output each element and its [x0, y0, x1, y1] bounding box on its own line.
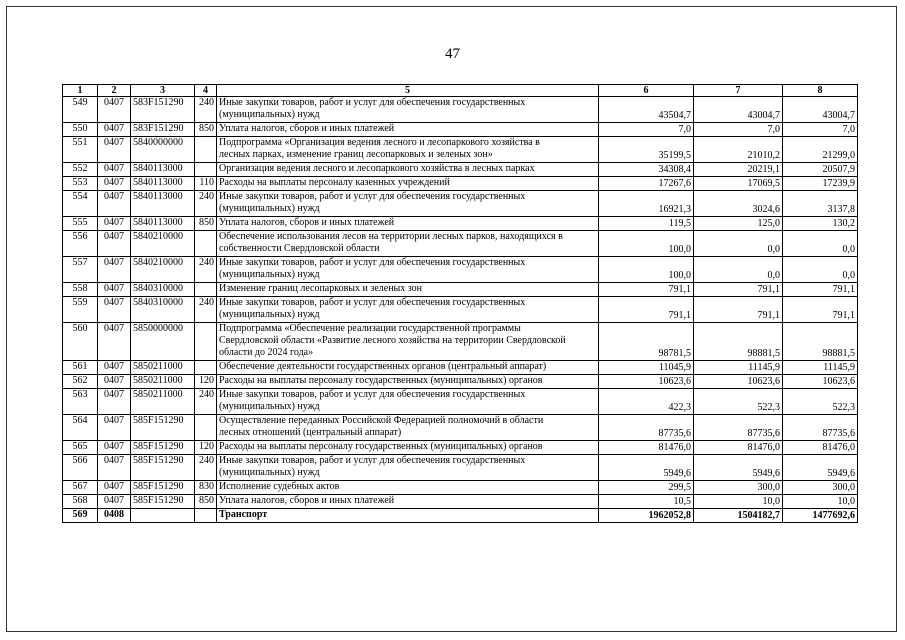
target-article-cell: 5850211000: [131, 389, 195, 415]
expense-type-cell: 850: [195, 217, 217, 231]
section-code-cell: 0407: [98, 361, 131, 375]
row-number-cell: 564: [63, 415, 98, 441]
target-article-cell: 5840310000: [131, 297, 195, 323]
item-name-line: Иные закупки товаров, работ и услуг для обеспечения государственных: [219, 97, 526, 108]
section-code-cell: 0407: [98, 297, 131, 323]
amount-col8-cell: 10,0: [783, 495, 858, 509]
target-article-cell: 583F151290: [131, 97, 195, 123]
item-name-cell: [217, 177, 599, 191]
item-name-line: Расходы на выплаты персоналу казенных учреждений: [219, 177, 450, 188]
target-article-cell: 5840210000: [131, 231, 195, 257]
item-name-cell: [217, 389, 599, 415]
item-name-line: Обеспечение деятельности государственных органов (центральный аппарат): [219, 361, 547, 372]
item-name-line: (муниципальных) нужд: [219, 401, 320, 412]
row-number-cell: 561: [63, 361, 98, 375]
row-number-cell: 566: [63, 455, 98, 481]
table-header-row: [63, 85, 858, 97]
amount-col7-cell: 7,0: [694, 123, 783, 137]
item-name-line: (муниципальных) нужд: [219, 467, 320, 478]
amount-col8-cell: 98881,5: [783, 323, 858, 361]
amount-col6-cell: 791,1: [599, 297, 694, 323]
item-name-line: Расходы на выплаты персоналу государственных (муниципальных) органов: [219, 441, 543, 452]
amount-col8-cell: 0,0: [783, 257, 858, 283]
amount-col8-cell: 43004,7: [783, 97, 858, 123]
amount-col6-cell: 81476,0: [599, 441, 694, 455]
table-row: [63, 509, 858, 523]
column-header: 8: [783, 85, 858, 97]
item-name-cell: [217, 481, 599, 495]
amount-col8-cell: 791,1: [783, 283, 858, 297]
item-name-line: Свердловской области «Развитие лесного хозяйства на территории Свердловской: [219, 335, 566, 346]
table-row: [63, 481, 858, 495]
expense-type-cell: [195, 137, 217, 163]
column-header: 6: [599, 85, 694, 97]
expense-type-cell: 850: [195, 123, 217, 137]
expense-type-cell: 240: [195, 191, 217, 217]
item-name-cell: [217, 509, 599, 523]
item-name-cell: [217, 455, 599, 481]
item-name-cell: [217, 97, 599, 123]
amount-col7-cell: 11145,9: [694, 361, 783, 375]
section-code-cell: 0407: [98, 375, 131, 389]
column-header: 3: [131, 85, 195, 97]
section-code-cell: 0407: [98, 123, 131, 137]
row-number-cell: 565: [63, 441, 98, 455]
expense-type-cell: [195, 509, 217, 523]
section-code-cell: 0407: [98, 455, 131, 481]
expense-type-cell: 240: [195, 257, 217, 283]
item-name-line: Подпрограмма «Обеспечение реализации государственной программы: [219, 323, 521, 334]
amount-col6-cell: 100,0: [599, 257, 694, 283]
amount-col6-cell: 1962052,8: [599, 509, 694, 523]
amount-col6-cell: 119,5: [599, 217, 694, 231]
amount-col8-cell: 21299,0: [783, 137, 858, 163]
target-article-cell: [131, 509, 195, 523]
table-row: [63, 257, 858, 283]
column-header: 7: [694, 85, 783, 97]
amount-col8-cell: 20507,9: [783, 163, 858, 177]
expense-type-cell: [195, 163, 217, 177]
budget-table: [62, 84, 858, 523]
item-name-cell: [217, 415, 599, 441]
amount-col7-cell: 791,1: [694, 283, 783, 297]
expense-type-cell: 120: [195, 375, 217, 389]
amount-col6-cell: 10623,6: [599, 375, 694, 389]
amount-col7-cell: 522,3: [694, 389, 783, 415]
table-row: [63, 441, 858, 455]
item-name-line: Расходы на выплаты персоналу государственных (муниципальных) органов: [219, 375, 543, 386]
expense-type-cell: [195, 323, 217, 361]
amount-col8-cell: 87735,6: [783, 415, 858, 441]
section-code-cell: 0407: [98, 495, 131, 509]
item-name-line: Транспорт: [219, 509, 268, 520]
target-article-cell: 5850000000: [131, 323, 195, 361]
column-header: 4: [195, 85, 217, 97]
row-number-cell: 552: [63, 163, 98, 177]
section-code-cell: 0407: [98, 481, 131, 495]
item-name-line: Уплата налогов, сборов и иных платежей: [219, 217, 395, 228]
table-body: [63, 97, 858, 523]
target-article-cell: 583F151290: [131, 123, 195, 137]
amount-col7-cell: 17069,5: [694, 177, 783, 191]
amount-col7-cell: 98881,5: [694, 323, 783, 361]
column-header: 5: [217, 85, 599, 97]
row-number-cell: 553: [63, 177, 98, 191]
amount-col6-cell: 422,3: [599, 389, 694, 415]
amount-col7-cell: 125,0: [694, 217, 783, 231]
item-name-line: Осуществление переданных Российской Федерацией полномочий в области: [219, 415, 544, 426]
item-name-cell: [217, 137, 599, 163]
amount-col8-cell: 300,0: [783, 481, 858, 495]
item-name-line: собственности Свердловской области: [219, 243, 380, 254]
amount-col6-cell: 11045,9: [599, 361, 694, 375]
amount-col7-cell: 300,0: [694, 481, 783, 495]
target-article-cell: 5840113000: [131, 217, 195, 231]
expense-type-cell: 240: [195, 297, 217, 323]
table-row: [63, 191, 858, 217]
amount-col8-cell: 17239,9: [783, 177, 858, 191]
row-number-cell: 551: [63, 137, 98, 163]
table-row: [63, 163, 858, 177]
item-name-line: Иные закупки товаров, работ и услуг для обеспечения государственных: [219, 389, 526, 400]
section-code-cell: 0407: [98, 137, 131, 163]
expense-type-cell: [195, 415, 217, 441]
item-name-line: Обеспечение использования лесов на территории лесных парков, находящихся в: [219, 231, 563, 242]
item-name-cell: [217, 231, 599, 257]
item-name-line: (муниципальных) нужд: [219, 203, 320, 214]
item-name-line: Исполнение судебных актов: [219, 481, 340, 492]
amount-col7-cell: 20219,1: [694, 163, 783, 177]
amount-col8-cell: 10623,6: [783, 375, 858, 389]
section-code-cell: 0407: [98, 177, 131, 191]
expense-type-cell: 830: [195, 481, 217, 495]
amount-col7-cell: 791,1: [694, 297, 783, 323]
target-article-cell: 5840113000: [131, 177, 195, 191]
table-row: [63, 375, 858, 389]
expense-type-cell: 240: [195, 455, 217, 481]
item-name-cell: [217, 123, 599, 137]
section-code-cell: 0407: [98, 231, 131, 257]
section-code-cell: 0407: [98, 97, 131, 123]
column-header: 1: [63, 85, 98, 97]
page-number: 47: [445, 46, 460, 62]
amount-col6-cell: 43504,7: [599, 97, 694, 123]
item-name-cell: [217, 283, 599, 297]
item-name-line: Подпрограмма «Организация ведения лесного и лесопаркового хозяйства в: [219, 137, 540, 148]
amount-col6-cell: 16921,3: [599, 191, 694, 217]
amount-col7-cell: 0,0: [694, 231, 783, 257]
amount-col6-cell: 791,1: [599, 283, 694, 297]
table-row: [63, 283, 858, 297]
target-article-cell: 585F151290: [131, 415, 195, 441]
item-name-cell: [217, 323, 599, 361]
amount-col8-cell: 0,0: [783, 231, 858, 257]
item-name-cell: [217, 163, 599, 177]
section-code-cell: 0407: [98, 217, 131, 231]
item-name-cell: [217, 297, 599, 323]
amount-col6-cell: 35199,5: [599, 137, 694, 163]
section-code-cell: 0407: [98, 283, 131, 297]
item-name-line: Иные закупки товаров, работ и услуг для обеспечения государственных: [219, 455, 526, 466]
section-code-cell: 0408: [98, 509, 131, 523]
row-number-cell: 555: [63, 217, 98, 231]
table-row: [63, 415, 858, 441]
amount-col7-cell: 10623,6: [694, 375, 783, 389]
target-article-cell: 5840113000: [131, 191, 195, 217]
amount-col7-cell: 21010,2: [694, 137, 783, 163]
item-name-line: Изменение границ лесопарковых и зеленых зон: [219, 283, 423, 294]
item-name-line: Иные закупки товаров, работ и услуг для обеспечения государственных: [219, 257, 526, 268]
amount-col6-cell: 100,0: [599, 231, 694, 257]
table-row: [63, 323, 858, 361]
item-name-line: (муниципальных) нужд: [219, 109, 320, 120]
item-name-line: Организация ведения лесного и лесопаркового хозяйства в лесных парках: [219, 163, 535, 174]
expense-type-cell: [195, 361, 217, 375]
table-row: [63, 217, 858, 231]
item-name-line: Уплата налогов, сборов и иных платежей: [219, 495, 395, 506]
amount-col6-cell: 87735,6: [599, 415, 694, 441]
row-number-cell: 554: [63, 191, 98, 217]
item-name-cell: [217, 441, 599, 455]
expense-type-cell: 110: [195, 177, 217, 191]
row-number-cell: 562: [63, 375, 98, 389]
amount-col8-cell: 7,0: [783, 123, 858, 137]
target-article-cell: 5840310000: [131, 283, 195, 297]
section-code-cell: 0407: [98, 415, 131, 441]
amount-col8-cell: 5949,6: [783, 455, 858, 481]
expense-type-cell: 120: [195, 441, 217, 455]
table-row: [63, 389, 858, 415]
section-code-cell: 0407: [98, 191, 131, 217]
item-name-cell: [217, 257, 599, 283]
section-code-cell: 0407: [98, 257, 131, 283]
item-name-line: лесных парках, изменение границ лесопарковых и зеленых зон»: [219, 149, 493, 160]
row-number-cell: 549: [63, 97, 98, 123]
table-row: [63, 137, 858, 163]
table-row: [63, 97, 858, 123]
expense-type-cell: 240: [195, 97, 217, 123]
amount-col8-cell: 522,3: [783, 389, 858, 415]
target-article-cell: 585F151290: [131, 455, 195, 481]
amount-col8-cell: 791,1: [783, 297, 858, 323]
table-row: [63, 455, 858, 481]
amount-col6-cell: 299,5: [599, 481, 694, 495]
section-code-cell: 0407: [98, 441, 131, 455]
row-number-cell: 569: [63, 509, 98, 523]
target-article-cell: 5840210000: [131, 257, 195, 283]
amount-col6-cell: 34308,4: [599, 163, 694, 177]
amount-col7-cell: 87735,6: [694, 415, 783, 441]
item-name-cell: [217, 191, 599, 217]
column-header: 2: [98, 85, 131, 97]
row-number-cell: 563: [63, 389, 98, 415]
amount-col6-cell: 7,0: [599, 123, 694, 137]
row-number-cell: 557: [63, 257, 98, 283]
item-name-line: Иные закупки товаров, работ и услуг для обеспечения государственных: [219, 297, 526, 308]
amount-col8-cell: 130,2: [783, 217, 858, 231]
amount-col8-cell: 3137,8: [783, 191, 858, 217]
item-name-line: Уплата налогов, сборов и иных платежей: [219, 123, 395, 134]
item-name-cell: [217, 375, 599, 389]
target-article-cell: 5840113000: [131, 163, 195, 177]
amount-col6-cell: 17267,6: [599, 177, 694, 191]
amount-col7-cell: 43004,7: [694, 97, 783, 123]
expense-type-cell: [195, 231, 217, 257]
amount-col7-cell: 81476,0: [694, 441, 783, 455]
section-code-cell: 0407: [98, 323, 131, 361]
item-name-line: Иные закупки товаров, работ и услуг для обеспечения государственных: [219, 191, 526, 202]
target-article-cell: 5850211000: [131, 375, 195, 389]
amount-col7-cell: 1504182,7: [694, 509, 783, 523]
target-article-cell: 5840000000: [131, 137, 195, 163]
item-name-line: области до 2024 года»: [219, 347, 314, 358]
expense-type-cell: 850: [195, 495, 217, 509]
amount-col8-cell: 1477692,6: [783, 509, 858, 523]
section-code-cell: 0407: [98, 163, 131, 177]
row-number-cell: 559: [63, 297, 98, 323]
table-row: [63, 361, 858, 375]
table-row: [63, 231, 858, 257]
expense-type-cell: 240: [195, 389, 217, 415]
target-article-cell: 5850211000: [131, 361, 195, 375]
row-number-cell: 558: [63, 283, 98, 297]
amount-col6-cell: 98781,5: [599, 323, 694, 361]
amount-col6-cell: 10,5: [599, 495, 694, 509]
target-article-cell: 585F151290: [131, 495, 195, 509]
table-row: [63, 177, 858, 191]
table-row: [63, 123, 858, 137]
item-name-line: лесных отношений (центральный аппарат): [219, 427, 402, 438]
row-number-cell: 568: [63, 495, 98, 509]
item-name-line: (муниципальных) нужд: [219, 309, 320, 320]
section-code-cell: 0407: [98, 389, 131, 415]
amount-col6-cell: 5949,6: [599, 455, 694, 481]
table-row: [63, 297, 858, 323]
row-number-cell: 560: [63, 323, 98, 361]
target-article-cell: 585F151290: [131, 441, 195, 455]
item-name-cell: [217, 495, 599, 509]
table-row: [63, 495, 858, 509]
row-number-cell: 550: [63, 123, 98, 137]
target-article-cell: 585F151290: [131, 481, 195, 495]
row-number-cell: 567: [63, 481, 98, 495]
amount-col7-cell: 3024,6: [694, 191, 783, 217]
amount-col7-cell: 0,0: [694, 257, 783, 283]
expense-type-cell: [195, 283, 217, 297]
amount-col8-cell: 81476,0: [783, 441, 858, 455]
row-number-cell: 556: [63, 231, 98, 257]
amount-col7-cell: 10,0: [694, 495, 783, 509]
amount-col8-cell: 11145,9: [783, 361, 858, 375]
item-name-cell: [217, 217, 599, 231]
item-name-line: (муниципальных) нужд: [219, 269, 320, 280]
item-name-cell: [217, 361, 599, 375]
amount-col7-cell: 5949,6: [694, 455, 783, 481]
